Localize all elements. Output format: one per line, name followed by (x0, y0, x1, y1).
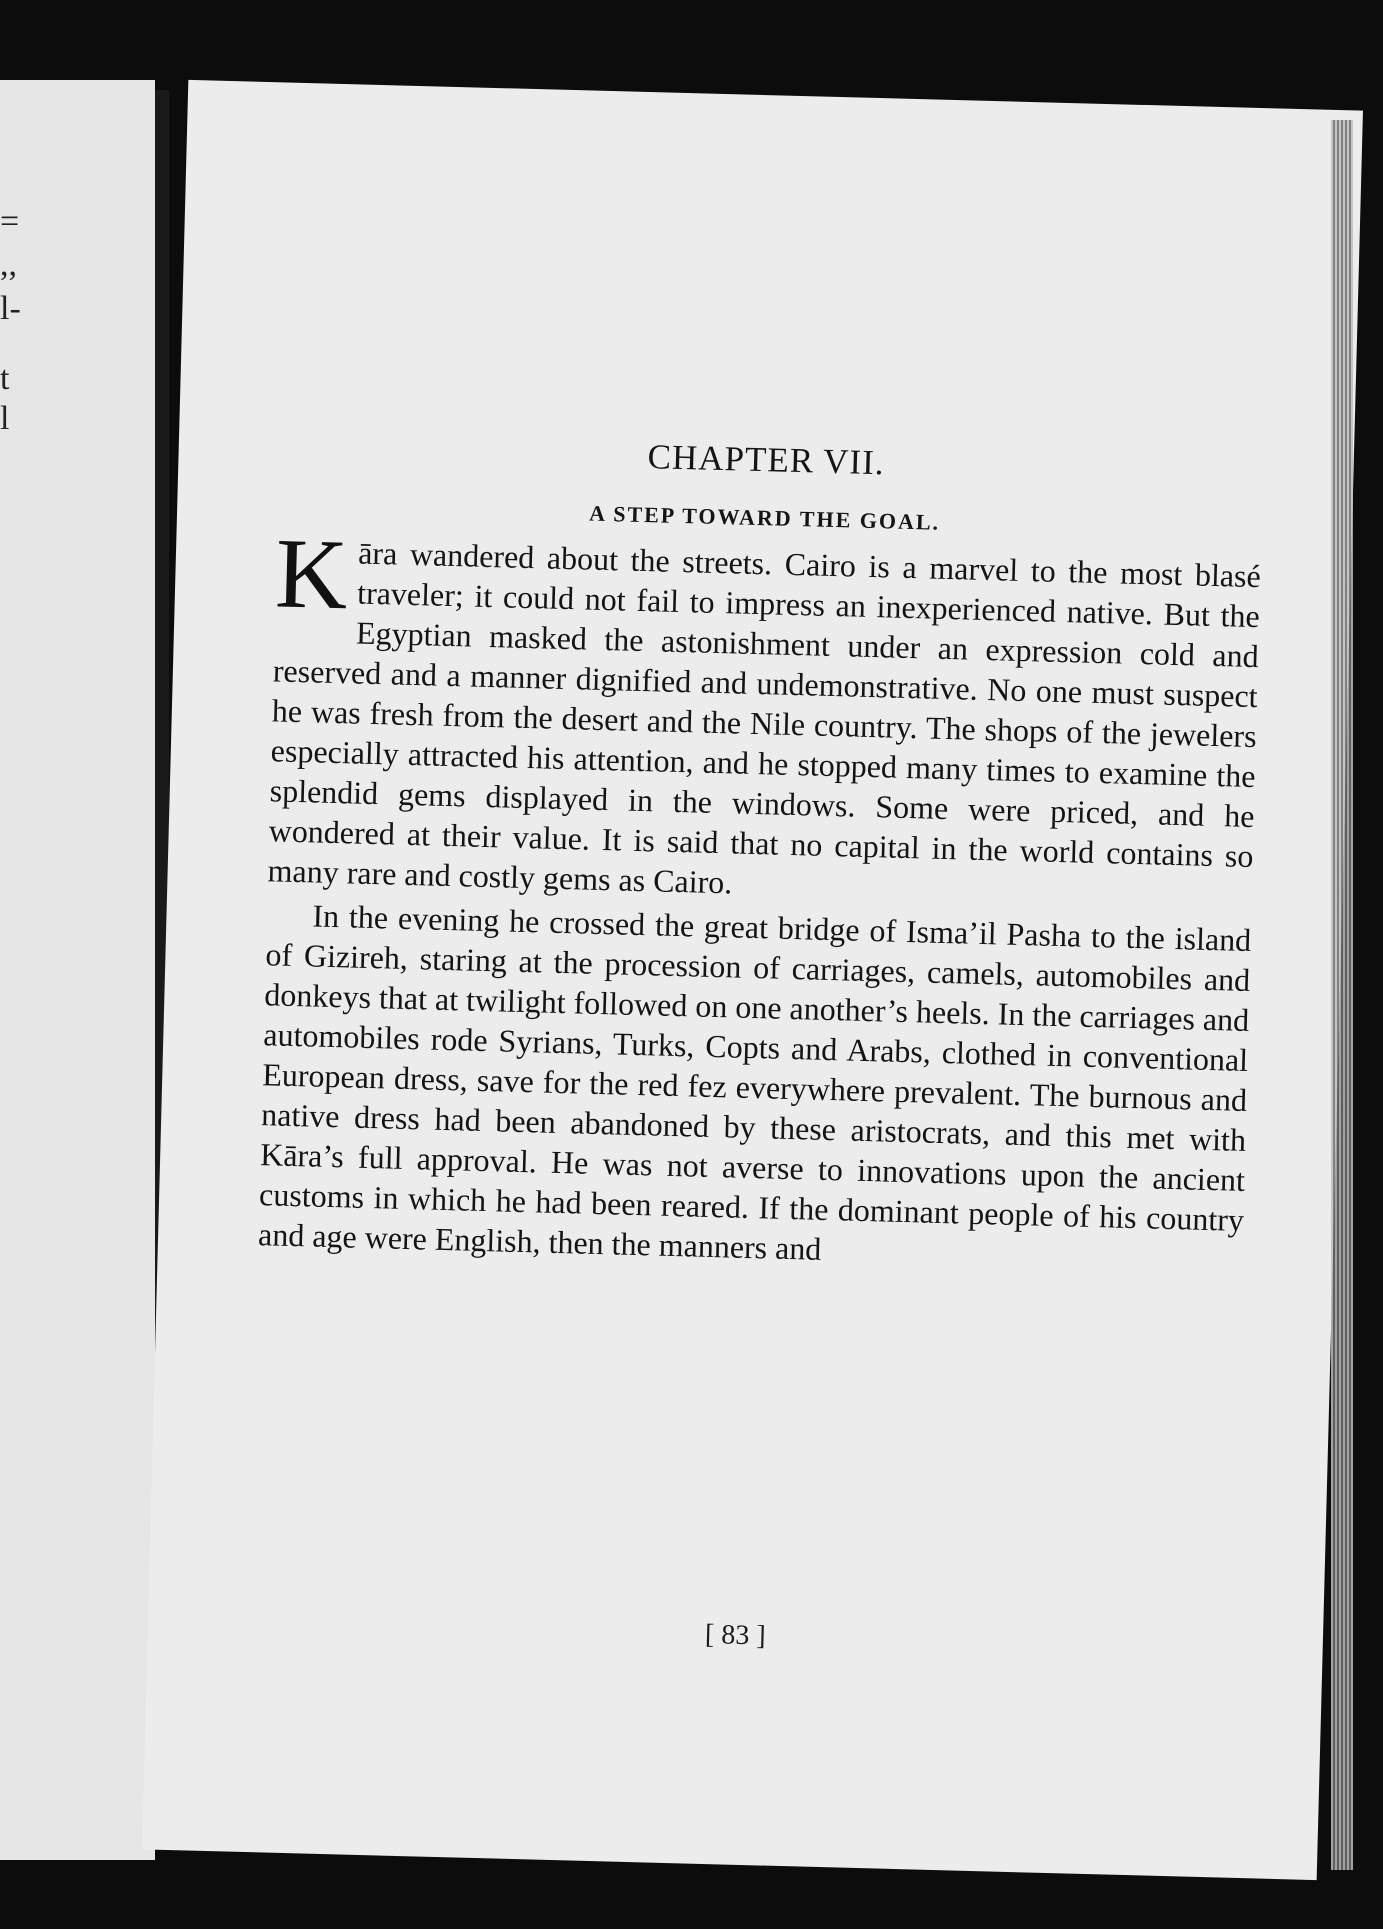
left-page-fragment: l (0, 400, 10, 437)
left-page-fragment: = (0, 203, 20, 240)
page-edges (1331, 120, 1353, 1870)
paragraph-2: In the evening he crossed the great bridge of Isma’il Pasha to the island of Gizireh, staring at the procession of carriages, camels, automobiles and donkeys that at twilight followed on one another’s heels. In the carriages and automobiles rode Syrians, Turks, Copts and Arabs, clothed in conventional European dress, save for the red fez everywhere prevalent. The burnous and native dress had been abandoned by these aristocrats, and this met with Kāra’s full approval. He was not averse to innovations upon the ancient customs in which he had been reared. If the dominant people of his country and age were English, then the manners and (257, 897, 1252, 1267)
paragraph-1-text: āra wandered about the streets. Cairo is a marvel to the most blasé traveler; it could not fail to impress an inexperienced native. But the Egyptian masked the astonishment under an expression cold and reserved and a manner dignified and undemonstrative. No one must suspect he was fresh from the desert and the Nile country. The shops of the jewelers especially attracted his attention, and he stopped many times to examine the splendid gems displayed in the windows. Some were priced, and he wondered at their value. It is said that no capital in the world contains so many rare and costly gems as Cairo. (267, 534, 1262, 901)
chapter-subtitle: A STEP TOWARD THE GOAL. (588, 500, 941, 535)
chapter-title: CHAPTER VII. (647, 437, 886, 483)
page-number: [ 83 ] (704, 1618, 767, 1652)
left-page-edge (0, 80, 155, 1860)
left-page-fragment: ,, (0, 246, 17, 283)
left-page-fragment: l- (0, 290, 21, 327)
left-page-fragment: t (0, 360, 10, 397)
drop-cap: K (274, 517, 350, 631)
right-page (142, 80, 1363, 1880)
